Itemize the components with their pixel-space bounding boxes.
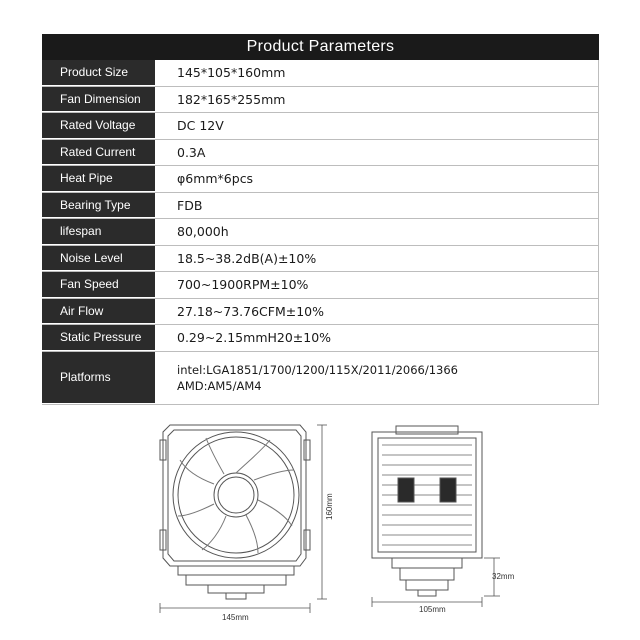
row-value: DC 12V xyxy=(177,118,224,134)
row-label: Platforms xyxy=(42,352,155,404)
row-label: Heat Pipe xyxy=(42,166,155,192)
row-value: 27.18~73.76CFM±10% xyxy=(177,303,325,319)
side-base-label: 32mm xyxy=(492,572,515,581)
row-label: Noise Level xyxy=(42,246,155,272)
row-label: Product Size xyxy=(42,60,155,86)
parameters-table xyxy=(42,34,599,405)
table-row xyxy=(42,325,599,352)
table-row xyxy=(42,166,599,193)
row-value: FDB xyxy=(177,197,203,213)
platforms-amd: AMD:AM5/AM4 xyxy=(177,378,262,393)
table-title: Product Parameters xyxy=(42,34,599,60)
row-value: 182*165*255mm xyxy=(177,91,286,107)
side-width-label: 105mm xyxy=(419,605,446,614)
dimension-drawing xyxy=(0,410,640,640)
row-label: Rated Voltage xyxy=(42,113,155,139)
row-label: lifespan xyxy=(42,219,155,245)
table-row xyxy=(42,140,599,167)
row-value: 0.29~2.15mmH20±10% xyxy=(177,330,332,346)
row-label: Fan Speed xyxy=(42,272,155,298)
table-row xyxy=(42,219,599,246)
front-width-label: 145mm xyxy=(222,613,249,622)
front-height-label: 160mm xyxy=(325,493,334,520)
row-value: 700~1900RPM±10% xyxy=(177,277,309,293)
front-width-dimension xyxy=(160,603,310,613)
table-row xyxy=(42,60,599,87)
row-value: 0.3A xyxy=(177,144,206,160)
row-value: φ6mm*6pcs xyxy=(177,171,254,187)
row-value: 18.5~38.2dB(A)±10% xyxy=(177,250,317,266)
row-label: Rated Current xyxy=(42,140,155,166)
table-row xyxy=(42,299,599,326)
table-row-platforms xyxy=(42,352,599,405)
front-view-drawing xyxy=(160,425,310,599)
platforms-intel: intel:LGA1851/1700/1200/115X/2011/2066/1366 xyxy=(177,362,458,377)
row-value: 145*105*160mm xyxy=(177,65,286,81)
table-row xyxy=(42,246,599,273)
table-row xyxy=(42,87,599,114)
side-view-drawing xyxy=(372,426,482,596)
row-label: Air Flow xyxy=(42,299,155,325)
table-row xyxy=(42,113,599,140)
row-label: Static Pressure xyxy=(42,325,155,351)
table-row xyxy=(42,272,599,299)
row-value: 80,000h xyxy=(177,224,229,240)
table-row xyxy=(42,193,599,220)
row-label: Fan Dimension xyxy=(42,87,155,113)
row-value xyxy=(155,352,598,404)
row-label: Bearing Type xyxy=(42,193,155,219)
